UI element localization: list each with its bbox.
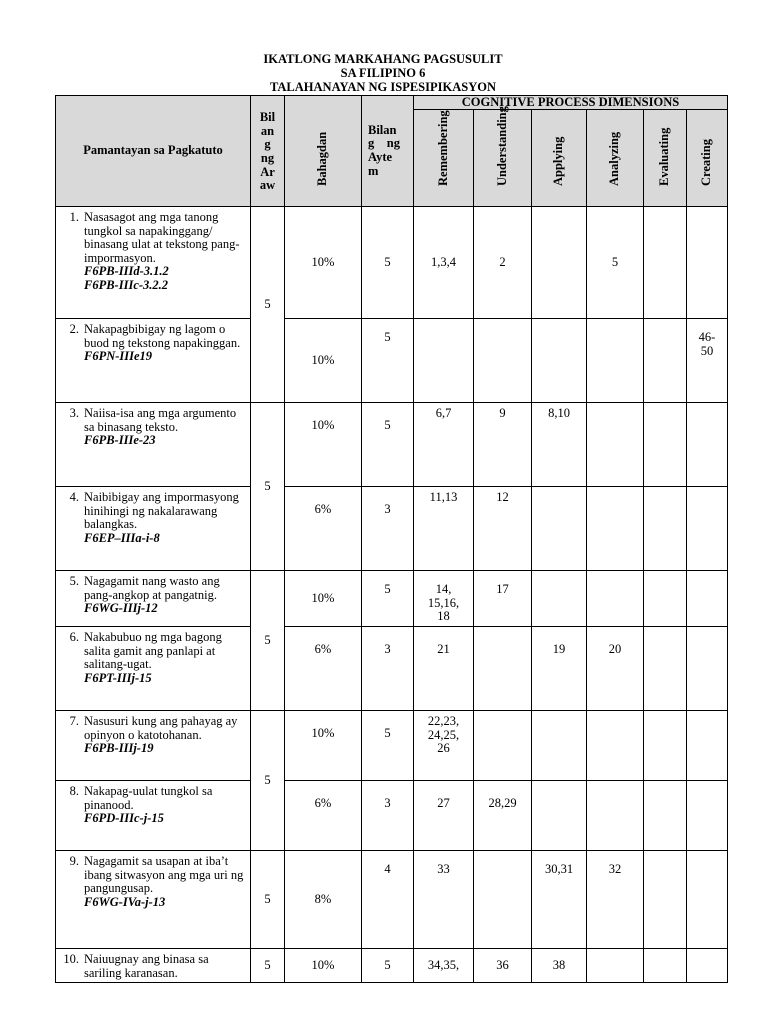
- percent-cell: 10%: [285, 571, 362, 627]
- competency-text: Naibibigay ang impormasyong hinihingi ng nakalarawang balangkas.: [84, 490, 239, 532]
- table-row: [56, 851, 728, 949]
- applying-cell: [532, 207, 587, 319]
- analyzing-cell: [587, 319, 644, 403]
- row-number: 3.: [69, 406, 79, 420]
- evaluating-cell: [644, 711, 687, 781]
- days-cell: 5: [251, 403, 285, 571]
- remembering-cell: 22,23, 24,25, 26: [414, 711, 474, 781]
- competency-cell: [56, 207, 251, 319]
- competency-cell: [56, 319, 251, 403]
- items-cell: 5: [362, 571, 414, 627]
- analyzing-cell: 32: [587, 851, 644, 949]
- percent-cell: 10%: [285, 319, 362, 403]
- competency-cell: [56, 711, 251, 781]
- evaluating-cell: [644, 403, 687, 487]
- table-row: [56, 487, 728, 571]
- header-items: Bilan g ng Ayte m: [362, 96, 414, 207]
- header-analyzing: Analyzing: [587, 110, 644, 207]
- remembering-cell: 21: [414, 627, 474, 711]
- days-cell: 5: [251, 949, 285, 983]
- table-row: [56, 319, 728, 403]
- items-cell: 4: [362, 851, 414, 949]
- document-title: [0, 52, 768, 94]
- percent-cell: 10%: [285, 403, 362, 487]
- competency-cell: [56, 851, 251, 949]
- evaluating-cell: [644, 487, 687, 571]
- items-cell: 5: [362, 319, 414, 403]
- table-row: [56, 781, 728, 851]
- percent-cell: 8%: [285, 851, 362, 949]
- header-remembering: Remembering: [414, 110, 474, 207]
- days-cell: 5: [251, 711, 285, 851]
- percent-cell: 6%: [285, 627, 362, 711]
- analyzing-cell: [587, 949, 644, 983]
- row-number: 5.: [69, 574, 79, 588]
- items-cell: 5: [362, 403, 414, 487]
- row-number: 9.: [69, 854, 79, 868]
- evaluating-cell: [644, 781, 687, 851]
- row-number: 4.: [69, 490, 79, 504]
- header-cognitive-dimensions: COGNITIVE PROCESS DIMENSIONS: [414, 96, 728, 110]
- competency-text: Nakapag-uulat tungkol sa pinanood.: [84, 784, 213, 812]
- understanding-cell: 12: [474, 487, 532, 571]
- analyzing-cell: [587, 487, 644, 571]
- competency-text: Nagagamit nang wasto ang pang-angkop at pangatnig.: [84, 574, 220, 602]
- competency-cell: [56, 781, 251, 851]
- applying-cell: 38: [532, 949, 587, 983]
- competency-code: F6PN-IIIe19: [84, 349, 153, 364]
- competency-code: F6WG-IVa-j-13: [84, 894, 166, 909]
- understanding-cell: 2: [474, 207, 532, 319]
- items-cell: 3: [362, 781, 414, 851]
- evaluating-cell: [644, 319, 687, 403]
- title-line-1: IKATLONG MARKAHANG PAGSUSULIT: [263, 52, 503, 66]
- table-row: [56, 571, 728, 627]
- creating-cell: [687, 781, 728, 851]
- remembering-cell: 27: [414, 781, 474, 851]
- remembering-cell: 33: [414, 851, 474, 949]
- creating-cell: [687, 627, 728, 711]
- creating-cell: [687, 207, 728, 319]
- remembering-cell: 34,35,: [414, 949, 474, 983]
- competency-code: F6PD-IIIc-j-15: [84, 811, 164, 826]
- applying-cell: 19: [532, 627, 587, 711]
- row-number: 8.: [69, 784, 79, 798]
- items-cell: 5: [362, 949, 414, 983]
- analyzing-cell: [587, 781, 644, 851]
- percent-cell: 10%: [285, 949, 362, 983]
- header-applying: Applying: [532, 110, 587, 207]
- competency-cell: [56, 487, 251, 571]
- row-number: 2.: [69, 322, 79, 336]
- items-cell: 3: [362, 627, 414, 711]
- competency-code: F6PB-IIIj-19: [84, 741, 154, 756]
- items-cell: 5: [362, 711, 414, 781]
- competency-cell: [56, 949, 251, 983]
- competency-code: F6PB-IIIe-23: [84, 433, 156, 448]
- competency-text: Naiuugnay ang binasa sa sariling karanasan.: [84, 952, 209, 980]
- understanding-cell: 17: [474, 571, 532, 627]
- competency-text: Nasusuri kung ang pahayag ay opinyon o katotohanan.: [84, 714, 238, 742]
- understanding-cell: [474, 711, 532, 781]
- understanding-cell: [474, 319, 532, 403]
- table-row: [56, 949, 728, 983]
- creating-cell: [687, 851, 728, 949]
- days-cell: 5: [251, 207, 285, 403]
- evaluating-cell: [644, 627, 687, 711]
- evaluating-cell: [644, 571, 687, 627]
- applying-cell: [532, 781, 587, 851]
- understanding-cell: [474, 627, 532, 711]
- remembering-cell: 1,3,4: [414, 207, 474, 319]
- applying-cell: [532, 319, 587, 403]
- applying-cell: [532, 571, 587, 627]
- row-number: 1.: [69, 210, 79, 224]
- remembering-cell: [414, 319, 474, 403]
- remembering-cell: 6,7: [414, 403, 474, 487]
- creating-cell: [687, 487, 728, 571]
- applying-cell: 30,31: [532, 851, 587, 949]
- competency-text: Nasasagot ang mga tanong tungkol sa napakinggang/ binasang ulat at tekstong pang-impormasyon.: [84, 210, 240, 265]
- competency-code: F6PT-IIIj-15: [84, 670, 152, 685]
- header-competency: Pamantayan sa Pagkatuto: [56, 96, 251, 207]
- table-row: [56, 403, 728, 487]
- table-row: [56, 711, 728, 781]
- competency-cell: [56, 571, 251, 627]
- percent-cell: 10%: [285, 207, 362, 319]
- row-number: 6.: [69, 630, 79, 644]
- analyzing-cell: 20: [587, 627, 644, 711]
- applying-cell: 8,10: [532, 403, 587, 487]
- analyzing-cell: [587, 571, 644, 627]
- competency-text: Nakapagbibigay ng lagom o buod ng tekstong napakinggan.: [84, 322, 241, 350]
- table-row: [56, 627, 728, 711]
- analyzing-cell: 5: [587, 207, 644, 319]
- competency-text: Nagagamit sa usapan at iba’t ibang sitwasyon ang mga uri ng pangungusap.: [84, 854, 244, 896]
- remembering-cell: 11,13: [414, 487, 474, 571]
- percent-cell: 6%: [285, 781, 362, 851]
- items-cell: 3: [362, 487, 414, 571]
- creating-cell: [687, 711, 728, 781]
- applying-cell: [532, 711, 587, 781]
- evaluating-cell: [644, 851, 687, 949]
- creating-cell: [687, 949, 728, 983]
- percent-cell: 6%: [285, 487, 362, 571]
- competency-cell: [56, 403, 251, 487]
- remembering-cell: 14, 15,16, 18: [414, 571, 474, 627]
- creating-cell: 46- 50: [687, 319, 728, 403]
- header-evaluating: Evaluating: [644, 110, 687, 207]
- row-number: 7.: [69, 714, 79, 728]
- items-cell: 5: [362, 207, 414, 319]
- understanding-cell: 36: [474, 949, 532, 983]
- applying-cell: [532, 487, 587, 571]
- competency-text: Nakabubuo ng mga bagong salita gamit ang panlapi at salitang-ugat.: [84, 630, 222, 672]
- evaluating-cell: [644, 207, 687, 319]
- understanding-cell: 9: [474, 403, 532, 487]
- competency-code: F6WG-IIIj-12: [84, 601, 158, 616]
- days-cell: 5: [251, 571, 285, 711]
- row-number: 10.: [63, 952, 79, 966]
- competency-text: Naiisa-isa ang mga argumento sa binasang teksto.: [84, 406, 237, 434]
- analyzing-cell: [587, 403, 644, 487]
- specification-table: [55, 95, 728, 983]
- header-understanding: Understanding: [474, 110, 532, 207]
- header-creating: Creating: [687, 110, 728, 207]
- creating-cell: [687, 403, 728, 487]
- header-percent: Bahagdan: [285, 96, 362, 207]
- days-cell: 5: [251, 851, 285, 949]
- understanding-cell: [474, 851, 532, 949]
- competency-cell: [56, 627, 251, 711]
- title-line-2: SA FILIPINO 6: [340, 66, 426, 80]
- understanding-cell: 28,29: [474, 781, 532, 851]
- percent-cell: 10%: [285, 711, 362, 781]
- table-row: [56, 207, 728, 319]
- creating-cell: [687, 571, 728, 627]
- competency-code: F6PB-IIIc-3.2.2: [84, 277, 169, 292]
- title-line-3: TALAHANAYAN NG ISPESIPIKASYON: [270, 80, 496, 94]
- header-days: Bil an g ng Ar aw: [251, 96, 285, 207]
- evaluating-cell: [644, 949, 687, 983]
- competency-code: F6EP–IIIa-i-8: [84, 530, 160, 545]
- analyzing-cell: [587, 711, 644, 781]
- competency-code: F6PB-IIId-3.1.2: [84, 264, 169, 279]
